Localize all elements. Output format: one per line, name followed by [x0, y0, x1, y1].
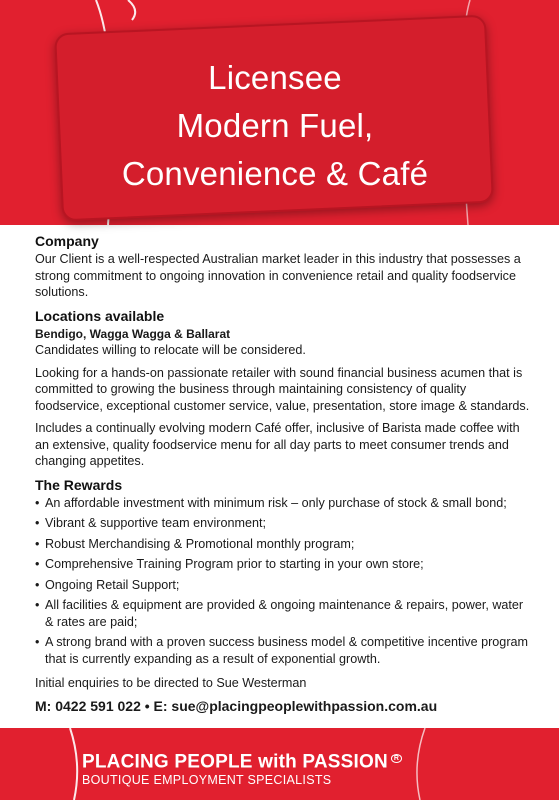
job-description [35, 232, 535, 720]
brand-logo [82, 748, 402, 787]
locations-section [35, 307, 535, 470]
contact-details[interactable]: M: 0422 591 022 • E: sue@placingpeoplewithpassion.com.au [35, 697, 438, 714]
enquiries-text: Initial enquiries to be directed to Sue Westerman [35, 676, 307, 690]
list-item: • Comprehensive Training Program prior to starting in your own store; [35, 557, 424, 571]
title-line-2: Modern Fuel, [176, 107, 374, 144]
list-item: • A strong brand with a proven success business model & competitive incentive program that is currently expanding as a result of exponential growth. [35, 635, 529, 666]
bullet-icon: • [35, 577, 40, 592]
list-item: • Vibrant & supportive team environment; [35, 516, 266, 530]
rewards-section [35, 476, 535, 668]
company-text: Our Client is a well-respected Australian market leader in this industry that possesses a strong commitment to ongoing innovation in convenience retail and quality foodservice solutions. [35, 252, 521, 299]
brand-name: PLACING PEOPLE with PASSION $^R$ [82, 748, 402, 773]
title-line-3: Convenience & Café [121, 155, 429, 192]
locations-places: Bendigo, Wagga Wagga & Ballarat [35, 326, 231, 341]
list-item: • Robust Merchandising & Promotional monthly program; [35, 536, 355, 551]
bullet-icon: • [35, 635, 40, 649]
registered-icon: R [391, 754, 402, 763]
candidate-description: Looking for a hands-on passionate retailer with sound financial business acumen that is committed to growing the business through maintaining consistency of quality foodservice, exceptional customer service, value, presentation, store image & standards. [35, 365, 530, 413]
bullet-icon: • [35, 598, 40, 612]
bullet-icon: • [35, 495, 40, 510]
list-item: • Ongoing Retail Support; [35, 577, 180, 592]
company-heading: Company [35, 233, 99, 249]
brand-tagline: BOUTIQUE EMPLOYMENT SPECIALISTS [82, 773, 332, 788]
relocate-text: Candidates willing to relocate will be considered. [35, 343, 306, 357]
company-section [35, 232, 535, 301]
list-item: • All facilities & equipment are provided & ongoing maintenance & repairs, power, water & rates are paid; [35, 598, 524, 629]
bullet-icon: • [35, 536, 40, 551]
rewards-heading: The Rewards [35, 476, 123, 493]
locations-heading: Locations available [35, 307, 165, 324]
cafe-description: Includes a continually evolving modern Café offer, inclusive of Barista made coffee with an extensive, quality foodservice menu for all day parts to meet consumer trends and changing appetites. [35, 421, 520, 468]
bullet-icon: • [35, 557, 40, 571]
list-item: • An affordable investment with minimum risk – only purchase of stock & small bond; [35, 495, 507, 510]
bullet-icon: • [35, 516, 40, 530]
title-line-1: Licensee [208, 59, 342, 96]
rewards-list [35, 495, 535, 668]
page-title [60, 54, 490, 198]
